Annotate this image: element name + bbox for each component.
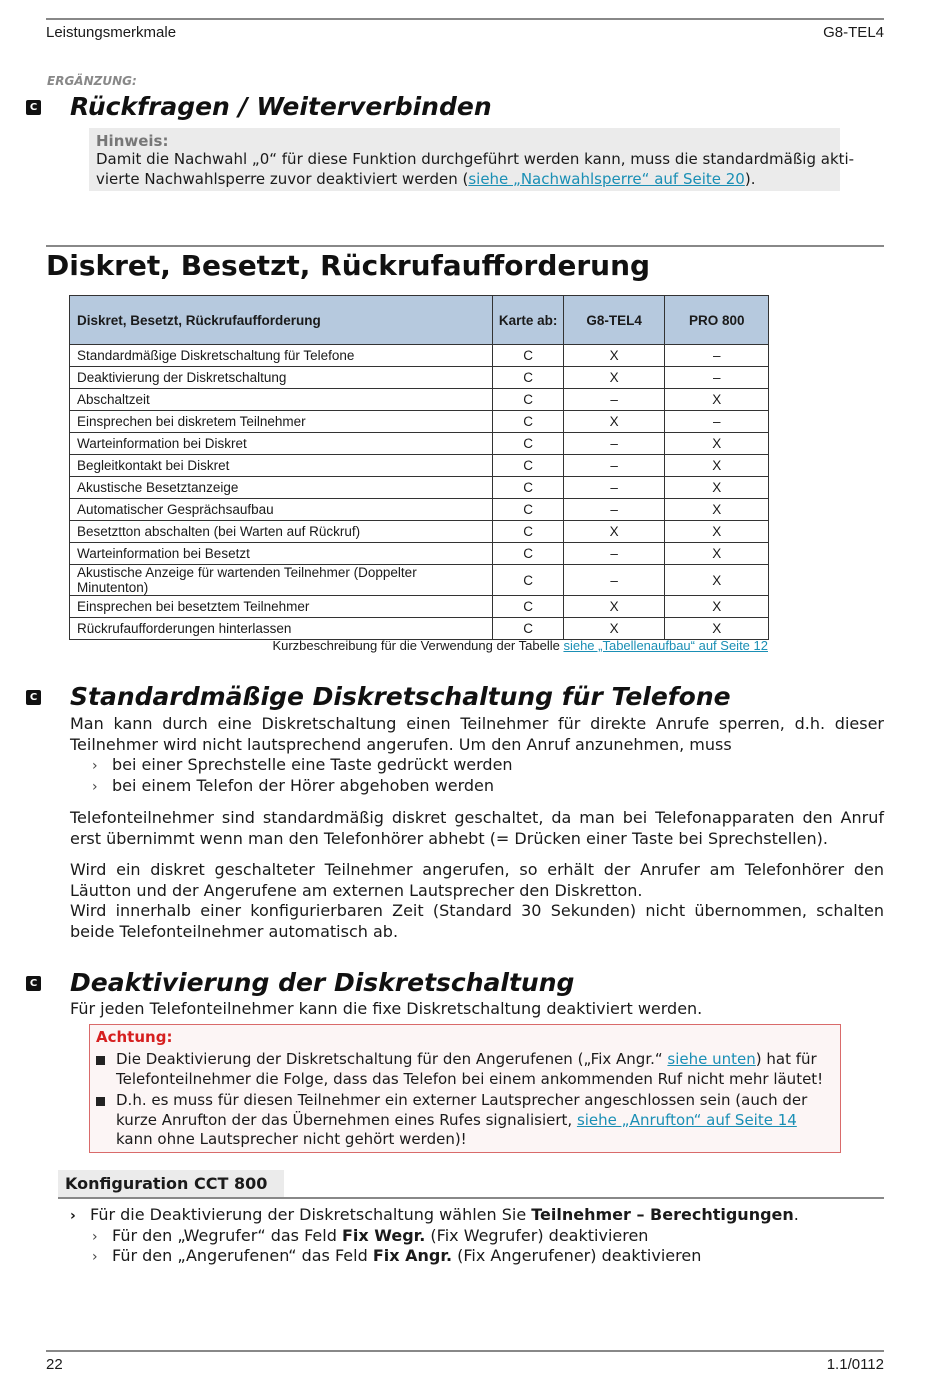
cell-g8tel4: X: [563, 411, 665, 433]
nachwahlsperre-link[interactable]: siehe „Nachwahlsperre“ auf Seite 20: [468, 170, 745, 188]
list-item-end: (Fix Angerufener) deaktivieren: [452, 1246, 702, 1265]
hint-line-2: [96, 169, 854, 189]
warning-label: Achtung:: [96, 1028, 173, 1046]
table-row: [70, 543, 769, 565]
hint-line-2-text: vierte Nachwahlsperre zuvor deaktiviert werden (: [96, 170, 469, 188]
cell-pro800: X: [665, 455, 769, 477]
bullet-square-icon: [96, 1097, 105, 1106]
cell-card: C: [493, 499, 563, 521]
feature-table: [69, 295, 769, 640]
cell-pro800: –: [665, 367, 769, 389]
config-tab: [58, 1170, 284, 1198]
section2-intro: Man kann durch eine Diskretschaltung einen Teilnehmer für direkte Anrufe sperren, d.h. dieser Teilnehmer wird nicht lautsprechend angerufen. Um den Anruf anzunehmen, muss: [70, 714, 884, 754]
cell-feature: Warteinformation bei Diskret: [70, 433, 493, 455]
header-section: Leistungsmerkmale: [46, 24, 177, 41]
hint-box: [89, 128, 855, 191]
table-row: [70, 618, 769, 640]
section-title-deaktivierung: Deaktivierung der Diskretschaltung: [70, 968, 575, 997]
table-row: [70, 345, 769, 367]
warning-2-end: kann ohne Lautsprecher nicht gehört werden)!: [116, 1130, 467, 1148]
list-item-end: (Fix Wegrufer) deaktivieren: [425, 1226, 649, 1245]
page-number: 22: [46, 1356, 63, 1373]
section2-para2: Telefonteilnehmer sind standardmäßig diskret geschaltet, da man bei Telefonapparaten den Anruf erst übernimmt wenn man den Telefonhörer abhebt (= Drücken einer Taste bei Sprechstellen).: [70, 808, 884, 848]
cell-feature: Abschaltzeit: [70, 389, 493, 411]
card-c-icon: C: [26, 100, 41, 115]
table-row: [70, 477, 769, 499]
card-c-icon: C: [26, 690, 41, 705]
cell-card: C: [493, 345, 563, 367]
table-caption: [272, 638, 768, 653]
col-header-pro800: PRO 800: [665, 296, 769, 345]
chevron-right-icon: ›: [92, 758, 98, 774]
card-c-icon: C: [26, 976, 41, 991]
table-row: [70, 596, 769, 618]
config-step-end: .: [793, 1205, 799, 1224]
cell-pro800: X: [665, 565, 769, 596]
section2-para3: Wird ein diskret geschalteter Teilnehmer angerufen, so erhält der Anrufer am Telefonhörer den Läutton und der Angerufene am externen Lautsprecher den Diskretton.: [70, 860, 884, 900]
warning-2-text: D.h. es muss für diesen Teilnehmer ein externer Lautsprecher angeschlossen sein (auch der kurze Anrufton der das Übernehmen eines Rufes signalisiert,: [116, 1091, 808, 1129]
hint-line-2-end: ).: [744, 170, 756, 188]
cell-card: C: [493, 367, 563, 389]
cell-g8tel4: –: [563, 455, 665, 477]
list-item-text: bei einer Sprechstelle eine Taste gedrückt werden: [112, 755, 513, 774]
cell-pro800: –: [665, 345, 769, 367]
list-item-text: Für den „Wegrufer“ das Feld: [112, 1226, 342, 1245]
list-item-text: Für den „Angerufenen“ das Feld: [112, 1246, 373, 1265]
cell-pro800: X: [665, 499, 769, 521]
list-item: [92, 755, 513, 777]
table-row: [70, 367, 769, 389]
cell-pro800: X: [665, 433, 769, 455]
anrufton-link[interactable]: siehe „Anrufton“ auf Seite 14: [576, 1110, 797, 1129]
warning-1-end: ) hat für Telefonteilnehmer die Folge, dass das Telefon bei einem ankommenden Ruf nicht mehr läutet!: [116, 1050, 824, 1088]
cell-feature: Deaktivierung der Diskretschaltung: [70, 367, 493, 389]
cell-card: C: [493, 389, 563, 411]
cell-feature: Akustische Anzeige für wartenden Teilnehmer (Doppelter Minutenton): [70, 565, 493, 596]
cell-card: C: [493, 543, 563, 565]
cell-g8tel4: X: [563, 596, 665, 618]
cell-g8tel4: –: [563, 543, 665, 565]
config-rule: [58, 1197, 884, 1199]
cell-feature: Rückrufaufforderungen hinterlassen: [70, 618, 493, 640]
table-caption-text: Kurzbeschreibung für die Verwendung der Tabelle: [272, 638, 564, 653]
cell-pro800: X: [665, 543, 769, 565]
cell-g8tel4: –: [563, 565, 665, 596]
siehe-unten-link[interactable]: siehe unten: [667, 1050, 756, 1068]
col-header-g8tel4: G8-TEL4: [563, 296, 665, 345]
table-header-row: [70, 296, 769, 345]
table-row: [70, 565, 769, 596]
cell-pro800: –: [665, 411, 769, 433]
section-rule: [46, 245, 884, 247]
section3-intro: Für jeden Telefonteilnehmer kann die fixe Diskretschaltung deaktiviert werden.: [70, 999, 703, 1018]
cell-feature: Akustische Besetztanzeige: [70, 477, 493, 499]
table-row: [70, 455, 769, 477]
cell-g8tel4: –: [563, 477, 665, 499]
table-row: [70, 433, 769, 455]
cell-pro800: X: [665, 477, 769, 499]
field-fix-wegr: Fix Wegr.: [341, 1226, 426, 1245]
arrow-right-icon: ›: [70, 1208, 76, 1224]
cell-feature: Besetztton abschalten (bei Warten auf Rückruf): [70, 521, 493, 543]
tabellenaufbau-link[interactable]: siehe „Tabellenaufbau“ auf Seite 12: [563, 638, 768, 653]
chevron-right-icon: ›: [92, 779, 98, 795]
cell-card: C: [493, 433, 563, 455]
table-row: [70, 411, 769, 433]
bullet-square-icon: [96, 1056, 105, 1065]
cell-g8tel4: X: [563, 367, 665, 389]
list-item: [92, 1246, 701, 1268]
cell-g8tel4: –: [563, 499, 665, 521]
cell-feature: Standardmäßige Diskretschaltung für Telefone: [70, 345, 493, 367]
cell-feature: Begleitkontakt bei Diskret: [70, 455, 493, 477]
cell-card: C: [493, 521, 563, 543]
cell-g8tel4: X: [563, 345, 665, 367]
cell-card: C: [493, 411, 563, 433]
warning-1-text: Die Deaktivierung der Diskretschaltung für den Angerufenen („Fix Angr.“: [116, 1050, 668, 1068]
cell-card: C: [493, 596, 563, 618]
table-row: [70, 389, 769, 411]
cell-card: C: [493, 455, 563, 477]
cell-card: C: [493, 477, 563, 499]
cell-pro800: X: [665, 618, 769, 640]
hint-label: Hinweis:: [96, 132, 169, 150]
main-heading: Diskret, Besetzt, Rückrufaufforderung: [46, 249, 651, 282]
cell-feature: Warteinformation bei Besetzt: [70, 543, 493, 565]
col-header-card: Karte ab:: [493, 296, 563, 345]
header-product: G8-TEL4: [823, 24, 884, 41]
cell-g8tel4: X: [563, 618, 665, 640]
cell-feature: Automatischer Gesprächsaufbau: [70, 499, 493, 521]
footer-rule: [46, 1350, 884, 1352]
cell-card: C: [493, 618, 563, 640]
chevron-right-icon: ›: [92, 1229, 98, 1245]
hint-line-1: Damit die Nachwahl „0“ für diese Funktion durchgeführt werden kann, muss die standardmäßig akti-: [96, 150, 855, 168]
col-header-feature: Diskret, Besetzt, Rückrufaufforderung: [70, 296, 493, 345]
list-item: [92, 776, 494, 798]
hint-text: [96, 149, 854, 189]
cell-pro800: X: [665, 521, 769, 543]
cell-card: C: [493, 565, 563, 596]
cell-pro800: X: [665, 389, 769, 411]
config-step: [70, 1205, 799, 1227]
table-row: [70, 521, 769, 543]
config-title: Konfiguration CCT 800: [65, 1174, 268, 1193]
document-version: 1.1/0112: [826, 1356, 884, 1373]
list-item-text: bei einem Telefon der Hörer abgehoben werden: [112, 776, 495, 795]
warning-item-text: [116, 1050, 826, 1089]
cell-g8tel4: –: [563, 389, 665, 411]
warning-item-text: [116, 1091, 826, 1150]
menu-path: Teilnehmer – Berechtigungen: [531, 1205, 794, 1224]
warning-box: [89, 1024, 841, 1153]
cell-g8tel4: X: [563, 521, 665, 543]
table-row: [70, 499, 769, 521]
header-rule: [46, 18, 884, 20]
field-fix-angr: Fix Angr.: [372, 1246, 453, 1265]
cell-g8tel4: –: [563, 433, 665, 455]
chevron-right-icon: ›: [92, 1249, 98, 1265]
section2-para4: Wird innerhalb einer konfigurierbaren Zeit (Standard 30 Sekunden) nicht übernommen, schalten beide Telefonteilnehmer automatisch ab.: [70, 901, 884, 941]
section-title-diskretschaltung: Standardmäßige Diskretschaltung für Telefone: [70, 682, 731, 711]
cell-feature: Einsprechen bei diskretem Teilnehmer: [70, 411, 493, 433]
config-step-text: Für die Deaktivierung der Diskretschaltung wählen Sie: [90, 1205, 532, 1224]
cell-feature: Einsprechen bei besetztem Teilnehmer: [70, 596, 493, 618]
list-item: [92, 1226, 648, 1248]
section-title-rueckfragen: Rückfragen / Weiterverbinden: [70, 92, 492, 121]
cell-pro800: X: [665, 596, 769, 618]
supplement-label: ERGÄNZUNG:: [47, 74, 137, 88]
